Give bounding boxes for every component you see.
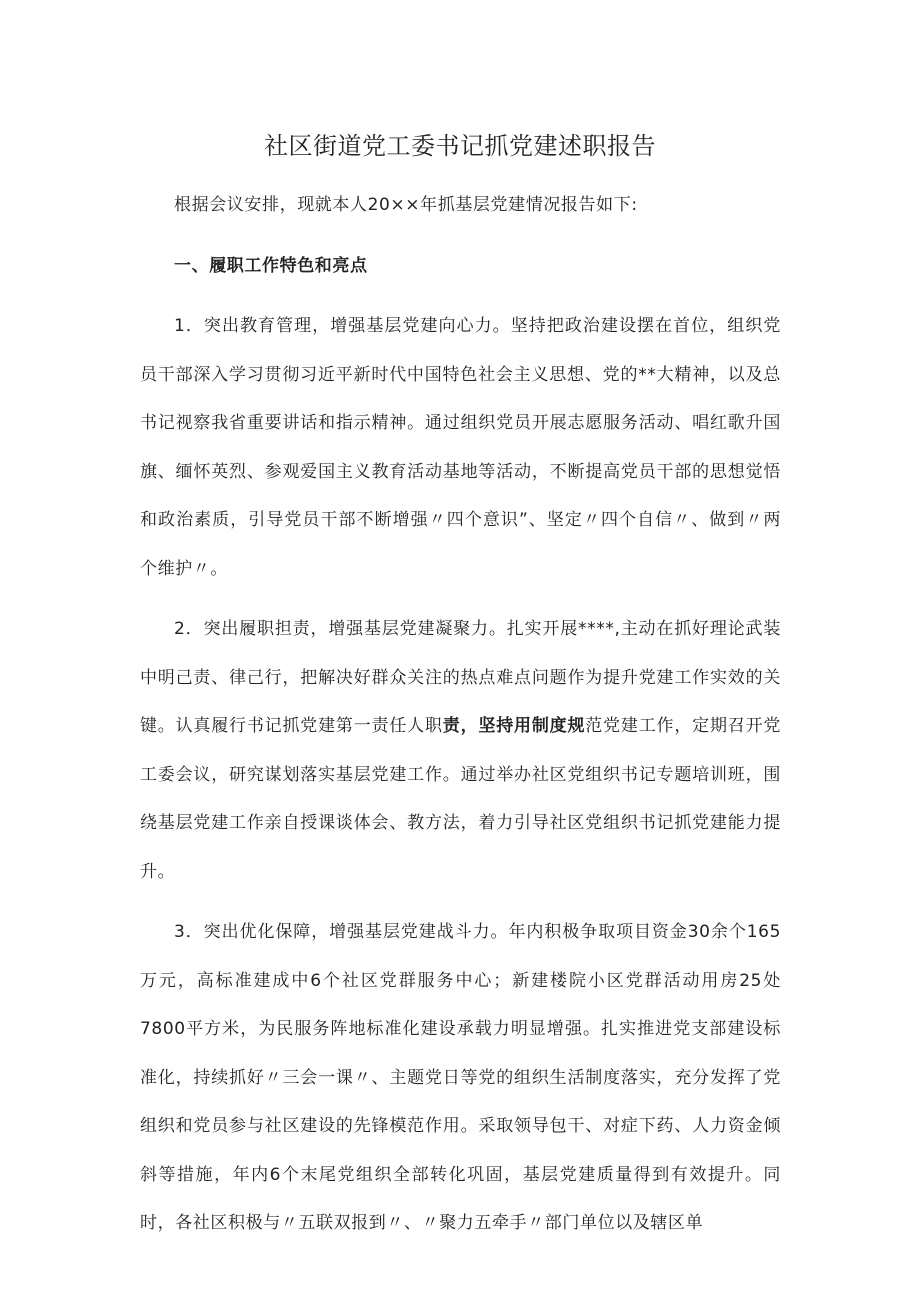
item-1-paragraph: 1．突出教育管理，增强基层党建向心力。坚持把政治建设摆在首位，组织党员干部深入学习贯彻习近平新时代中国特色社会主义思想、党的**大精神，以及总书记视察我省重要讲话和指示精神。通过组织党员开展志愿服务活动、唱红歌升国旗、缅怀英烈、参观爱国主义教育活动基地等活动，不断提高党员干部的思想觉悟和政治素质，引导党员干部不断增强〃四个意识”、坚定〃四个自信〃、做到〃两个维护〃。 [140, 316, 781, 579]
paragraph-gap [140, 896, 781, 908]
item-2-paragraph [140, 605, 781, 896]
document-title: 社区街道党工委书记抓党建述职报告 [264, 132, 656, 160]
section-heading: 一、履职工作特色和亮点 [174, 255, 368, 276]
item-2-bold-text: 责，坚持用制度规 [442, 716, 586, 736]
paragraph-gap [140, 593, 781, 605]
paragraph-gap [140, 230, 781, 242]
item-2-text-b: 范党建工作，定期召开党工委会议，研究谋划落实基层党建工作。通过举办社区党组织书记专题培训班，围绕基层党建工作亲自授课谈体会、教方法，着力引导社区党组织书记抓党建能力提升。 [140, 716, 781, 882]
item-2-text-a: 2．突出履职担责，增强基层党建凝聚力。扎实开展****,主动在抓好理论武装中明己责、律己行，把解决好群众关注的热点难点问题作为提升党建工作实效的关键。认真履行书记抓党建第一责任人职 [140, 619, 781, 736]
document-body [140, 181, 781, 1248]
item-3-paragraph: 3．突出优化保障，增强基层党建战斗力。年内积极争取项目资金30余个165万元，高标准建成中6个社区党群服务中心；新建楼院小区党群活动用房25处7800平方米，为民服务阵地标准化建设承载力明显增强。扎实推进党支部建设标准化，持续抓好〃三会一课〃、主题党日等党的组织生活制度落实，充分发挥了党组织和党员参与社区建设的先锋模范作用。采取领导包干、对症下药、人力资金倾斜等措施，年内6个末尾党组织全部转化巩固，基层党建质量得到有效提升。同时，各社区积极与〃五联双报到〃、〃聚力五牵手〃部门单位以及辖区单 [140, 922, 781, 1233]
intro-paragraph: 根据会议安排，现就本人20××年抓基层党建情况报告如下: [174, 195, 638, 215]
paragraph-gap [140, 290, 781, 302]
